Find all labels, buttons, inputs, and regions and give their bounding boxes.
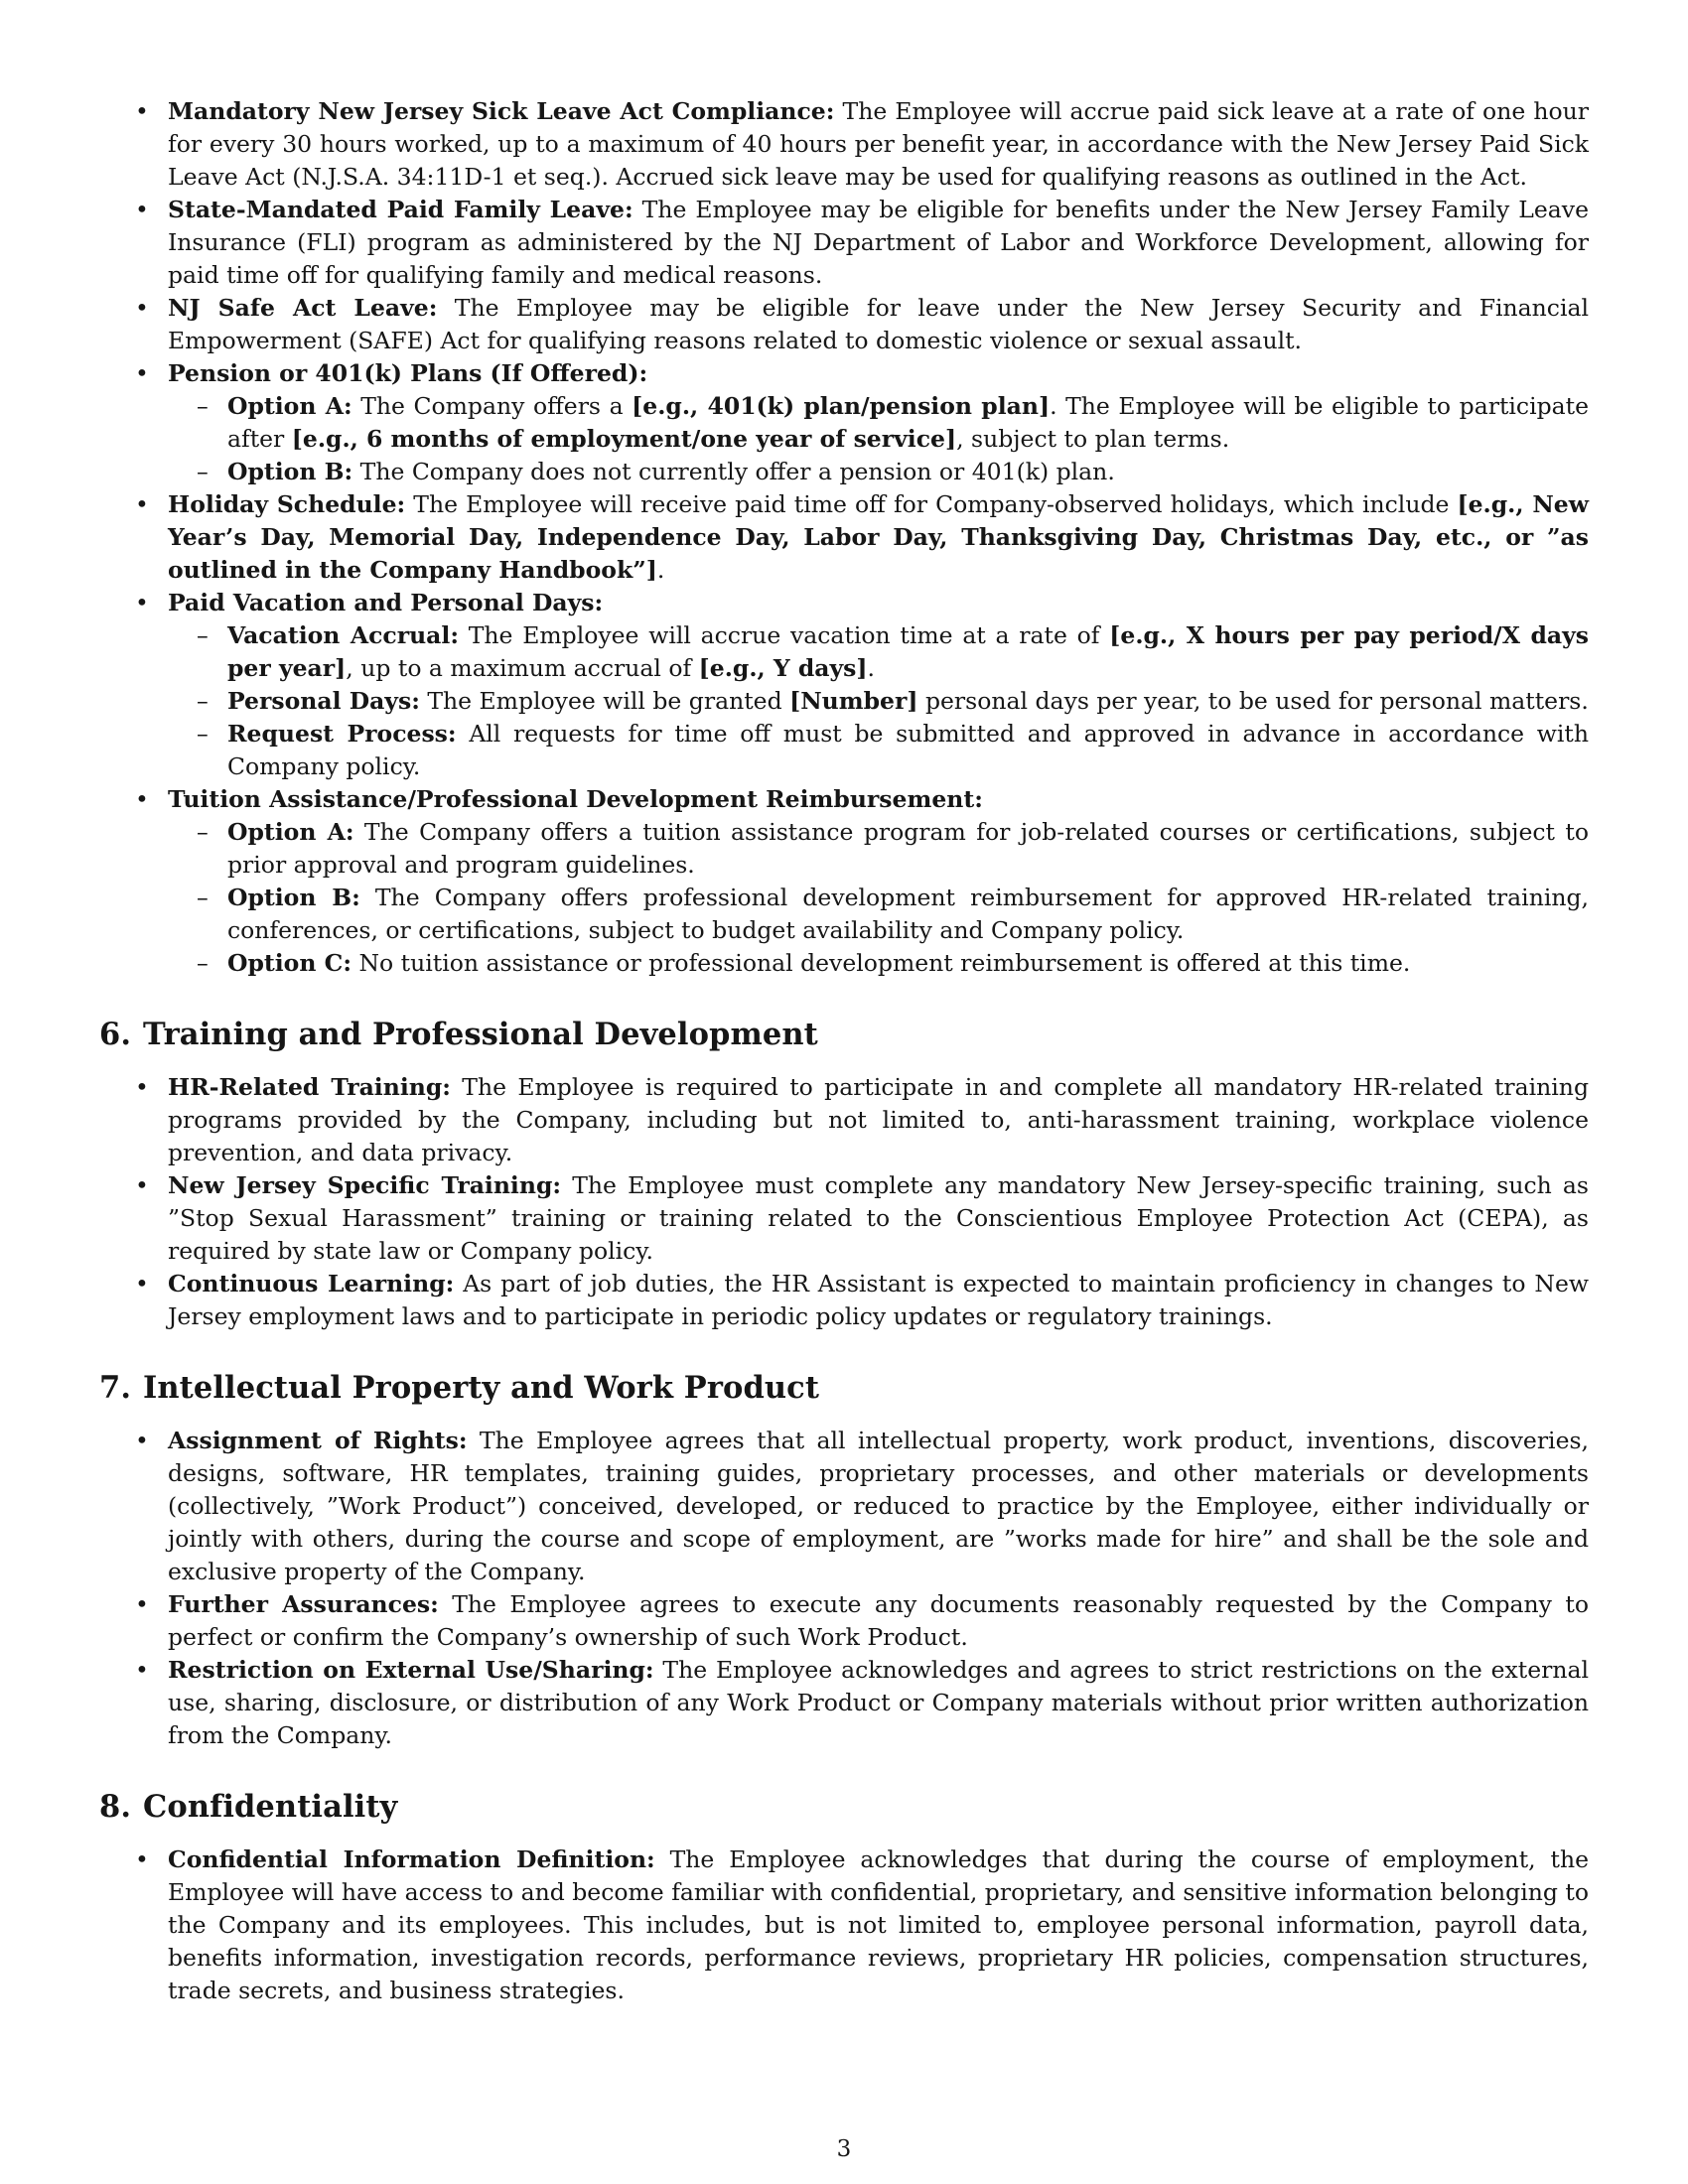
section-heading-confidentiality (99, 1788, 1589, 1826)
sub-item-text: , up to a maximum accrual of (346, 654, 699, 682)
item-title: Holiday Schedule: (168, 490, 406, 518)
sub-item-title: Vacation Accrual: (227, 621, 459, 649)
sub-item-text: The Employee will accrue vacation time at a rate of (459, 621, 1110, 649)
list-item (99, 587, 1589, 783)
item-text: The Employee may be eligible for benefits under the New Jersey Family Leave Insurance (FLI) program as administered by the NJ Department of Labor and Workforce Development, allowing for paid time off for qualifying family and medical reasons. (168, 196, 1589, 289)
item-text: The Employee may be eligible for leave under the New Jersey Security and Financial Empowerment (SAFE) Act for qualifying reasons related to domestic violence or sexual assault. (168, 294, 1589, 354)
sub-list-item (168, 619, 1589, 685)
section-title: Confidentiality (143, 1789, 398, 1825)
item-title: State-Mandated Paid Family Leave: (168, 196, 633, 223)
list-item (99, 1654, 1589, 1752)
list-item (99, 488, 1589, 587)
list-item (99, 783, 1589, 980)
item-title: Further Assurances: (168, 1590, 439, 1618)
sub-list-item (168, 390, 1589, 456)
item-title: Tuition Assistance/Professional Development Reimbursement: (168, 785, 983, 813)
list-item (99, 1169, 1589, 1268)
list-item (99, 1071, 1589, 1169)
sub-item-title: Option C: (227, 949, 352, 977)
item-text: The Employee acknowledges and agrees to strict restrictions on the external use, sharing, disclosure, or distribution of any Work Product or Company materials without prior written authorization from the Company. (168, 1656, 1590, 1749)
placeholder-text: [e.g., 401(k) plan/pension plan] (632, 392, 1051, 420)
list-item (99, 357, 1589, 488)
training-list (99, 1071, 1589, 1333)
sub-list (168, 619, 1589, 783)
sub-item-text: . The Employee will be eligible to participate after (227, 392, 1589, 453)
sub-list-item (168, 718, 1589, 783)
sub-list-item (168, 816, 1589, 882)
sub-item-title: Option A: (227, 392, 352, 420)
item-text: . (656, 556, 665, 584)
sub-list-item (168, 685, 1589, 718)
section-title: Intellectual Property and Work Product (143, 1370, 820, 1406)
placeholder-text: [e.g., X hours per pay period/X days per year] (227, 621, 1589, 682)
sub-item-text: , subject to plan terms. (956, 425, 1230, 453)
placeholder-text: [e.g., New Year’s Day, Memorial Day, Independence Day, Labor Day, Thanksgiving Day, Christmas Day, etc., or ”as outlined in the Company Handbook”] (168, 490, 1589, 584)
section-title: Training and Professional Development (143, 1017, 818, 1052)
item-title: HR-Related Training: (168, 1073, 451, 1101)
list-item (99, 1425, 1589, 1588)
section-heading-intellectual-property (99, 1369, 1589, 1407)
section-number: 7. (99, 1370, 132, 1406)
item-title: NJ Safe Act Leave: (168, 294, 438, 322)
sub-list-item (168, 882, 1589, 947)
sub-item-title: Request Process: (227, 720, 457, 748)
sub-item-title: Option B: (227, 884, 360, 911)
sub-list-item (168, 456, 1589, 488)
sub-list (168, 816, 1589, 980)
item-text: The Employee is required to participate in and complete all mandatory HR-related training programs provided by the Company, including but not limited to, anti-harassment training, workplace violence prevention, and data privacy. (168, 1073, 1589, 1166)
sub-item-text: . (867, 654, 876, 682)
item-text: The Employee will accrue paid sick leave at a rate of one hour for every 30 hours worked, up to a maximum of 40 hours per benefit year, in accordance with the New Jersey Paid Sick Leave Act (N.J.S.A. 34:11D-1 et seq.). Accrued sick leave may be used for qualifying reasons as outlined in the Act. (168, 97, 1590, 191)
sub-item-text: The Company offers a (352, 392, 633, 420)
sub-item-text: The Company offers a tuition assistance program for job-related courses or certifications, subject to prior approval and program guidelines. (227, 818, 1589, 879)
item-title: Restriction on External Use/Sharing: (168, 1656, 654, 1684)
item-title: Paid Vacation and Personal Days: (168, 589, 604, 616)
sub-list-item (168, 947, 1589, 980)
ip-list (99, 1425, 1589, 1752)
confidentiality-list (99, 1843, 1589, 2007)
list-item (99, 95, 1589, 194)
page-content (99, 95, 1589, 2007)
item-title: New Jersey Specific Training: (168, 1171, 562, 1199)
sub-item-text: All requests for time off must be submitted and approved in advance in accordance with Company policy. (227, 720, 1589, 780)
section-number: 8. (99, 1789, 132, 1825)
item-title: Confidential Information Definition: (168, 1845, 655, 1873)
list-item (99, 1843, 1589, 2007)
item-text: The Employee agrees to execute any documents reasonably requested by the Company to perfect or confirm the Company’s ownership of such Work Product. (168, 1590, 1589, 1651)
item-text: The Employee acknowledges that during the course of employment, the Employee will have access to and become familiar with confidential, proprietary, and sensitive information belonging to the Company and its employees. This includes, but is not limited to, employee personal information, payroll data, benefits information, investigation records, performance reviews, proprietary HR policies, compensation structures, trade secrets, and business strategies. (168, 1845, 1589, 2004)
placeholder-text: [e.g., Y days] (698, 654, 868, 682)
section-number: 6. (99, 1017, 132, 1052)
section-heading-training (99, 1016, 1589, 1053)
item-text: The Employee must complete any mandatory New Jersey-specific training, such as ”Stop Sexual Harassment” training or training related to the Conscientious Employee Protection Act (CEPA), as required by state law or Company policy. (168, 1171, 1589, 1265)
sub-item-text: No tuition assistance or professional development reimbursement is offered at this time. (352, 949, 1411, 977)
placeholder-text: [e.g., 6 months of employment/one year of service] (291, 425, 957, 453)
item-text: As part of job duties, the HR Assistant is expected to maintain proficiency in changes to New Jersey employment laws and to participate in periodic policy updates or regulatory trainings. (168, 1270, 1589, 1330)
item-title: Assignment of Rights: (168, 1427, 468, 1454)
list-item (99, 194, 1589, 292)
item-title: Continuous Learning: (168, 1270, 455, 1297)
sub-item-text: The Company does not currently offer a pension or 401(k) plan. (352, 458, 1115, 485)
item-title: Pension or 401(k) Plans (If Offered): (168, 359, 648, 387)
sub-item-title: Personal Days: (227, 687, 420, 715)
sub-item-text: The Employee will be granted (419, 687, 790, 715)
sub-list (168, 390, 1589, 488)
list-item (99, 292, 1589, 357)
sub-item-title: Option B: (227, 458, 353, 485)
placeholder-text: [Number] (789, 687, 918, 715)
item-text: The Employee agrees that all intellectual property, work product, inventions, discoveries, designs, software, HR templates, training guides, proprietary processes, and other materials or developments (collectively, ”Work Product”) conceived, developed, or reduced to practice by the Employee, either individually or jointly with others, during the course and scope of employment, are ”works made for hire” and shall be the sole and exclusive property of the Company. (168, 1427, 1590, 1585)
item-title: Mandatory New Jersey Sick Leave Act Compliance: (168, 97, 835, 125)
sub-item-text: personal days per year, to be used for personal matters. (917, 687, 1589, 715)
benefits-list (99, 95, 1589, 980)
sub-item-title: Option A: (227, 818, 354, 846)
list-item (99, 1268, 1589, 1333)
sub-item-text: The Company offers professional development reimbursement for approved HR-related training, conferences, or certifications, subject to budget availability and Company policy. (227, 884, 1589, 944)
item-text: The Employee will receive paid time off for Company-observed holidays, which include (405, 490, 1458, 518)
list-item (99, 1588, 1589, 1654)
page-number: 3 (836, 2136, 852, 2162)
